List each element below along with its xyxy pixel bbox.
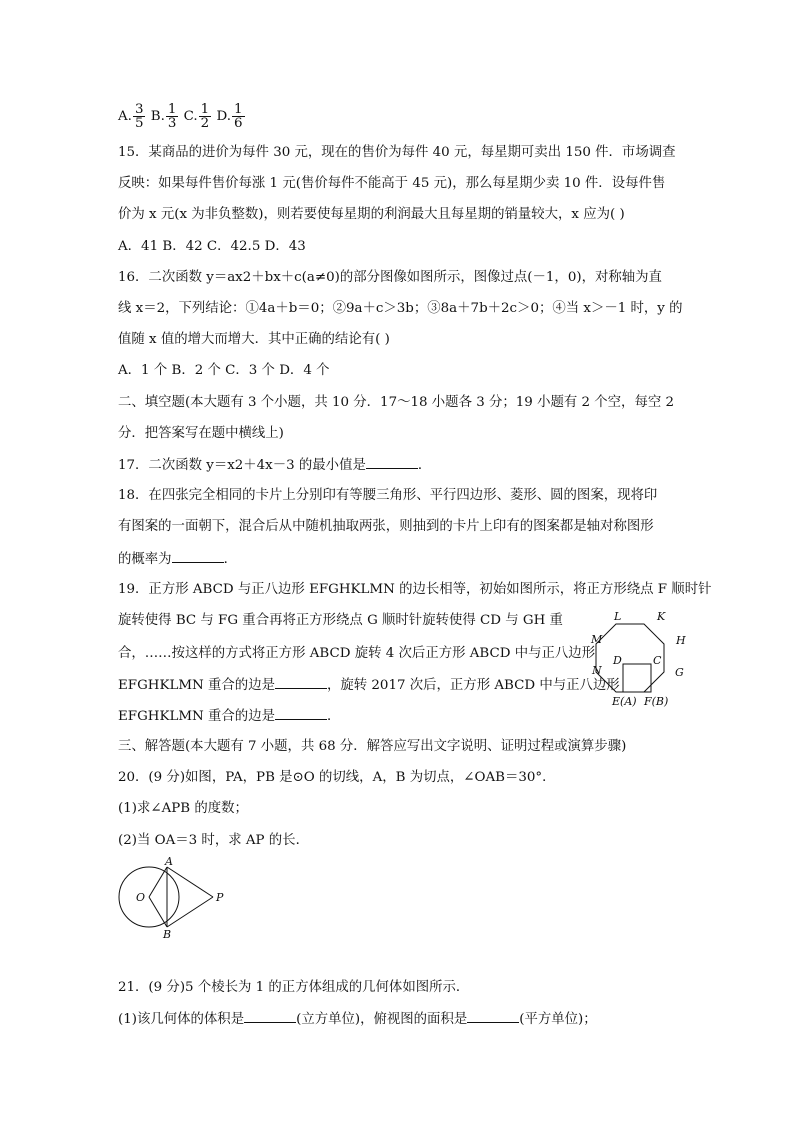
- section-2-heading-line-2: 分．把答案写在题中横线上): [118, 426, 284, 441]
- q14-options: A. $\frac{3}{5}$ B. $\frac{1}{3}$ C. $\frac{1}{2}$ D. $\frac{1}{6}$: [118, 102, 243, 131]
- label-n: N: [592, 664, 602, 677]
- q16-line-1: 16．二次函数 y＝ax2＋bx＋c(a≠0)的部分图像如图所示，图像过点(－1，0)，对称轴为直: [118, 270, 662, 285]
- label-a: A: [165, 856, 173, 868]
- answer-blank: [275, 676, 327, 689]
- segment-ob: [149, 897, 167, 927]
- answer-blank: [467, 1010, 519, 1023]
- q16-line-3: 值随 x 值的增大而增大．其中正确的结论有( ): [118, 332, 390, 347]
- q15-line-3: 价为 x 元(x 为非负整数)，则若要使每星期的利润最大且每星期的销量较大，x 应为( ): [118, 207, 625, 222]
- label-l: L: [614, 610, 622, 623]
- q18-line-3: 的概率为 ．: [118, 552, 237, 567]
- section-2-heading-line-1: 二、填空题(本大题有 3 个小题，共 10 分．17～18 小题各 3 分；19 小题有 2 个空，每空 2: [118, 395, 674, 410]
- q19-line-1: 19．正方形 ABCD 与正八边形 EFGHKLMN 的边长相等，初始如图所示，将正方形绕点 F 顺时针: [118, 582, 712, 597]
- q16-options: A．1 个 B．2 个 C．3 个 D．4 个: [118, 363, 330, 378]
- q15-options: A．41 B．42 C．42.5 D．43: [118, 239, 306, 254]
- label-m: M: [591, 633, 603, 646]
- label-c: C: [653, 654, 662, 667]
- label-fb: F(B): [644, 695, 669, 708]
- circle-tangent-figure: [110, 856, 234, 940]
- label-g: G: [675, 666, 684, 679]
- q20-line-1: 20．(9 分)如图，PA，PB 是⊙O 的切线，A，B 为切点，∠OAB＝30°．: [118, 770, 556, 785]
- answer-blank: [172, 550, 224, 563]
- q19-line-4: EFGHKLMN 重合的边是 ，旋转 2017 次后，正方形 ABCD 中与正八边形: [118, 678, 620, 693]
- q18-line-2: 有图案的一面朝下，混合后从中随机抽取两张，则抽到的卡片上印有的图案都是轴对称图形: [118, 519, 654, 534]
- q18-line-1: 18．在四张完全相同的卡片上分别印有等腰三角形、平行四边形、菱形、圆的图案，现将印: [118, 488, 658, 503]
- q15-line-1: 15．某商品的进价为每件 30 元，现在的售价为每件 40 元，每星期可卖出 150 件．市场调查: [118, 145, 676, 160]
- fraction-d: $\frac{1}{6}$: [233, 102, 243, 131]
- q17: 17．二次函数 y＝x2＋4x－3 的最小值是 ．: [118, 458, 432, 473]
- q20-part-1: (1)求∠APB 的度数；: [118, 801, 248, 816]
- label-h: H: [676, 634, 686, 647]
- q19-line-3: 合，……按这样的方式将正方形 ABCD 旋转 4 次后正方形 ABCD 中与正八边形: [118, 646, 596, 661]
- answer-blank: [366, 456, 418, 469]
- q21-part-1: (1)该几何体的体积是 (立方单位)，俯视图的面积是 (平方单位)；: [118, 1012, 597, 1027]
- answer-blank: [275, 707, 327, 720]
- label-d: D: [613, 654, 622, 667]
- fraction-c: $\frac{1}{2}$: [200, 102, 210, 131]
- segment-oa: [149, 867, 167, 897]
- q19-line-5: EFGHKLMN 重合的边是 ．: [118, 709, 341, 724]
- fraction-a: $\frac{3}{5}$: [134, 102, 144, 131]
- label-o: O: [136, 891, 146, 904]
- label-b: B: [163, 928, 172, 940]
- q21-line-1: 21．(9 分)5 个棱长为 1 的正方体组成的几何体如图所示．: [118, 980, 470, 995]
- tangent-pa: [167, 867, 213, 897]
- label-k: K: [657, 610, 666, 623]
- q20-part-2: (2)当 OA＝3 时，求 AP 的长．: [118, 833, 309, 848]
- q19-line-2: 旋转使得 BC 与 FG 重合再将正方形绕点 G 顺时针旋转使得 CD 与 GH 重: [118, 613, 563, 628]
- section-3-heading: 三、解答题(本大题有 7 小题，共 68 分．解答应写出文字说明、证明过程或演算步骤): [118, 739, 627, 754]
- octagon-square-figure: [586, 610, 692, 712]
- fraction-b: $\frac{1}{3}$: [167, 102, 177, 131]
- answer-blank: [244, 1010, 296, 1023]
- label-ea: E(A): [612, 695, 637, 708]
- square-abcd: [623, 664, 651, 692]
- q15-line-2: 反映：如果每件售价每涨 1 元(售价每件不能高于 45 元)，那么每星期少卖 10 件．设每件售: [118, 176, 666, 191]
- label-p: P: [216, 891, 224, 904]
- q16-line-2: 线 x＝2，下列结论：①4a＋b＝0；②9a＋c＞3b；③8a＋7b＋2c＞0；④当 x＞－1 时，y 的: [118, 301, 683, 316]
- tangent-pb: [167, 897, 213, 927]
